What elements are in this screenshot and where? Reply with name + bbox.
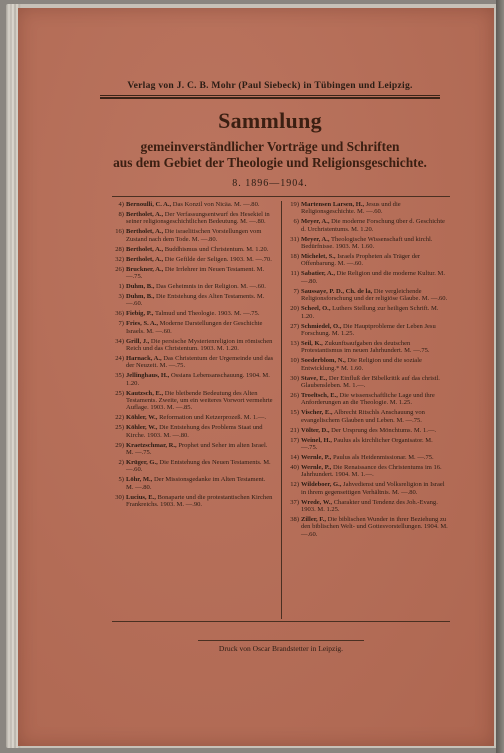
entry-title: Die israelitischen Vorstellungen vom Zustand nach dem Tode. M. —.80. xyxy=(126,228,262,243)
catalog-entry xyxy=(287,464,449,479)
entry-number: 21) xyxy=(290,426,299,434)
catalog-entry xyxy=(112,320,274,335)
entry-number: 30) xyxy=(290,374,299,382)
entry-author: Bertholet, A., xyxy=(126,210,164,218)
entry-number: 20) xyxy=(290,305,299,313)
entry-author: Sabatier, A., xyxy=(301,270,335,278)
entry-title: Charakter und Tendenz des Joh.-Evang. 1903. M. 1.25. xyxy=(301,498,438,514)
entry-number: 15) xyxy=(290,409,299,417)
catalog-entry xyxy=(112,459,274,474)
entry-author: Völter, D., xyxy=(301,426,330,434)
entry-title: Die Religion und die soziale Entwicklung.* M. 1.60. xyxy=(301,357,422,372)
entry-number: 5) xyxy=(118,476,124,484)
catalog-entry xyxy=(287,218,449,233)
entry-title: Der Verfassungsentwurf des Hesekiel in seiner religionsgeschichtlichen Bedeutung. M. —.80. xyxy=(126,210,270,226)
entry-number: 35) xyxy=(115,372,124,380)
catalog-entry xyxy=(287,375,449,390)
entry-title: Albrecht Ritschls Anschauung von evangelischem Glauben und Leben. M. —.75. xyxy=(301,409,425,424)
catalog-entry xyxy=(287,305,449,320)
entry-title: Die Entstehung des Neuen Testaments. M. —.60. xyxy=(126,459,271,474)
entry-number: 22) xyxy=(115,414,124,422)
catalog-entry xyxy=(287,288,449,303)
entry-title: Die wissenschaftliche Lage und ihre Anforderungen an die Theologie. M. 1.25. xyxy=(301,391,435,407)
entry-number: 3) xyxy=(118,292,124,300)
entry-author: Grill, J., xyxy=(126,337,150,345)
catalog-entry xyxy=(112,355,274,370)
series-subtitle: aus dem Gebiet der Theologie und Religionsgeschichte. xyxy=(113,155,427,170)
entry-title: Bonaparte und die protestantischen Kirchen Frankreichs. 1903. M. —.90. xyxy=(126,493,273,509)
catalog-entry xyxy=(287,481,449,496)
entry-title: Jesus und die Religionsgeschichte. M. —.60. xyxy=(301,201,401,216)
entry-title: Die moderne Forschung über d. Geschichte d. Urchristentums. M. 1.20. xyxy=(301,218,445,233)
divider xyxy=(100,95,440,96)
series-title: Sammlung xyxy=(218,108,322,133)
series-number-years: 8. 1896—1904. xyxy=(232,178,308,189)
entry-author: Bertholet, A., xyxy=(126,228,164,236)
entry-number: 6) xyxy=(293,218,299,226)
entry-number: 36) xyxy=(115,310,124,318)
entry-title: Die Renaissance des Christentums im 16. Jahrhundert. 1904. M. 1.—. xyxy=(301,463,442,479)
entry-title: Die Entstehung des Alten Testaments. M. —.60. xyxy=(126,292,265,308)
series-subtitle: gemeinverständlicher Vorträge und Schriften xyxy=(140,139,400,154)
entry-author: Troeltsch, E., xyxy=(301,391,338,399)
catalog-entry xyxy=(112,390,274,412)
entry-title: Die Entstehung des Problems Staat und Kirche. 1903. M. —.80. xyxy=(126,424,263,439)
entry-author: Duhm, B., xyxy=(126,292,155,300)
entry-author: Lucius, E., xyxy=(126,493,156,501)
catalog-entry xyxy=(112,338,274,353)
entry-author: Martensen Larsen, H., xyxy=(301,201,365,208)
entry-title: Jahvedienst und Volksreligion in Israel in ihrem gegenseitigen Verhältnis. M. —.80. xyxy=(301,481,445,496)
catalog-entry xyxy=(287,409,449,424)
entry-number: 7) xyxy=(118,320,124,328)
entry-title: Buddhismus und Christentum. M. 1.20. xyxy=(164,245,269,253)
catalog-entry xyxy=(287,392,449,407)
catalog-entry xyxy=(287,236,449,251)
entry-title: Das Konzil von Nicäa. M. —.80. xyxy=(172,201,260,208)
entry-author: Meyer, A., xyxy=(301,218,330,226)
entry-number: 25) xyxy=(115,389,124,397)
entry-title: Die Religion und die moderne Kultur. M. —.80. xyxy=(301,270,445,285)
catalog-entry xyxy=(112,494,274,509)
catalog-entry xyxy=(112,414,274,421)
entry-author: Harnack, A., xyxy=(126,354,162,362)
entry-number: 2) xyxy=(118,459,124,467)
entry-author: Vischer, E., xyxy=(301,409,333,417)
entry-number: 24) xyxy=(115,354,124,362)
catalog-entry xyxy=(112,442,274,457)
entry-number: 11) xyxy=(290,270,299,278)
entry-title: Paulus als Heidenmissionar. M. —.75. xyxy=(332,453,434,461)
entry-title: Der Missionsgedanke im Alten Testament. M. —.80. xyxy=(126,476,266,491)
entry-author: Köhler, W., xyxy=(126,424,158,432)
entry-title: Die bleibende Bedeutung des Alten Testaments. Zweite, um ein weiteres Vorwort vermehrte Auflage. 1903. M. —.85. xyxy=(126,389,273,412)
entry-title: Die Irrlehrer im Neuen Testament. M. —.75. xyxy=(126,265,265,280)
entry-title: Israels Propheten als Träger der Offenbarung. M. —.60. xyxy=(301,253,421,268)
entry-number: 38) xyxy=(290,516,299,524)
entry-author: Kautzsch, E., xyxy=(126,389,164,397)
entry-number: 40) xyxy=(290,463,299,471)
entry-number: 32) xyxy=(115,255,124,263)
entry-number: 27) xyxy=(290,322,299,330)
catalog-entry xyxy=(287,427,449,434)
entry-title: Die Gefilde der Seligen. 1903. M. —.70. xyxy=(164,255,272,263)
entry-title: Das Geheimnis in der Religion. M. —.60. xyxy=(156,282,266,290)
entry-author: Bertholet, A., xyxy=(126,255,164,263)
divider xyxy=(198,640,364,641)
entry-title: Die Hauptprobleme der Leben Jesu Forschung. M. 1.25. xyxy=(301,322,436,337)
entry-number: 4) xyxy=(118,201,124,208)
catalog-entry xyxy=(287,437,449,452)
entry-title: Luthers Stellung zur heiligen Schrift. M. 1.20. xyxy=(301,305,439,320)
entry-author: Krüger, G., xyxy=(126,459,158,467)
book-spine xyxy=(496,0,504,753)
column-divider xyxy=(281,201,282,619)
catalog-entry xyxy=(287,454,449,461)
catalog-entry xyxy=(287,253,449,268)
entry-author: Fries, S. A., xyxy=(126,320,159,328)
entry-number: 34) xyxy=(115,337,124,345)
entry-author: Kraetzschmar, R., xyxy=(126,441,177,449)
entry-title: Moderne Darstellungen der Geschichte Israels. M. —.60. xyxy=(126,320,263,335)
divider xyxy=(112,621,450,622)
entry-author: Ziller, F., xyxy=(301,516,326,524)
entry-title: Der Ursprung des Mönchtums. M. 1.—. xyxy=(331,426,437,434)
entry-number: 14) xyxy=(290,453,299,461)
entry-number: 13) xyxy=(290,339,299,347)
catalog-entry xyxy=(112,201,274,208)
entry-author: Bernoulli, C. A., xyxy=(126,201,172,208)
catalog-right-column xyxy=(287,201,449,541)
entry-author: Soederblom, N., xyxy=(301,357,346,365)
publisher-line: Verlag von J. C. B. Mohr (Paul Siebeck) in Tübingen und Leipzig. xyxy=(127,80,413,91)
entry-author: Köhler, W., xyxy=(126,414,158,422)
entry-number: 30) xyxy=(115,493,124,501)
entry-author: Wernle, P., xyxy=(301,453,332,461)
entry-author: Duhm, B., xyxy=(126,282,155,290)
entry-number: 16) xyxy=(115,228,124,236)
entry-number: 26) xyxy=(290,391,299,399)
entry-title: Theologische Wissenschaft und kirchl. Bedürfnisse. 1903. M. 1.60. xyxy=(301,235,433,251)
catalog-entry xyxy=(112,246,274,253)
entry-number: 37) xyxy=(290,498,299,506)
entry-title: Die persische Mysterienreligion im römischen Reich und das Christentum. 1903. M. 1.20. xyxy=(126,337,273,352)
entry-author: Wrede, W., xyxy=(301,498,333,506)
divider xyxy=(100,97,440,99)
entry-title: Reformation und Ketzerprozeß. M. 1.—. xyxy=(159,414,266,422)
catalog-entry xyxy=(112,476,274,491)
entry-title: Prophet und Seher im alten Israel. M. —.75. xyxy=(126,441,268,457)
catalog-entry xyxy=(112,424,274,439)
entry-author: Wernle, P., xyxy=(301,463,332,471)
catalog-entry xyxy=(112,372,274,387)
entry-number: 31) xyxy=(290,235,299,243)
catalog-entry xyxy=(112,256,274,263)
entry-number: 25) xyxy=(115,424,124,432)
entry-number: 1) xyxy=(118,282,124,290)
entry-author: Stave, E., xyxy=(301,374,328,382)
entry-author: Seil, K., xyxy=(301,339,323,347)
catalog-entry xyxy=(112,293,274,308)
entry-number: 29) xyxy=(115,441,124,449)
catalog-entry xyxy=(112,266,274,281)
catalog-entry xyxy=(287,357,449,372)
entry-title: Der Einfluß der Bibelkritik auf das christl. Glaubensleben. M. 1.—. xyxy=(301,374,440,389)
entry-author: Saussaye, P. D., Ch. de la, xyxy=(301,287,373,295)
printer-line: Druck von Oscar Brandstetter in Leipzig. xyxy=(218,644,344,653)
entry-author: Scheel, O., xyxy=(301,305,331,313)
entry-author: Jellinghaus, H., xyxy=(126,372,170,380)
entry-title: Die vergleichende Religionsforschung und der religiöse Glaube. M. —.60. xyxy=(301,287,448,303)
entry-number: 26) xyxy=(115,265,124,273)
catalog-entry xyxy=(287,499,449,514)
catalog-entry xyxy=(112,228,274,243)
entry-title: Paulus als kirchlicher Organisator. M. —.75. xyxy=(301,436,433,452)
entry-author: Weinel, H., xyxy=(301,436,332,444)
catalog-entry xyxy=(287,323,449,338)
entry-number: 10) xyxy=(290,357,299,365)
catalog-entry xyxy=(287,340,449,355)
entry-author: Bruckner, A., xyxy=(126,265,164,273)
entry-title: Ossians Lebensanschauung. 1904. M. 1.20. xyxy=(126,372,270,387)
entry-title: Das Christentum der Urgemeinde und das der Neuzeit. M. —.75. xyxy=(126,354,274,370)
entry-author: Michelet, S., xyxy=(301,253,336,261)
catalog-entry xyxy=(112,283,274,290)
catalog-entry xyxy=(287,270,449,285)
entry-number: 18) xyxy=(290,253,299,261)
entry-title: Die biblischen Wunder in ihrer Beziehung zu den biblischen Welt- und Gottesvorstellungen. 1904. M. —.60. xyxy=(301,516,448,538)
entry-author: Fiebig, P., xyxy=(126,310,154,318)
catalog-entry xyxy=(112,211,274,226)
catalog-entry xyxy=(112,310,274,317)
entry-title: Talmud und Theologie. 1903. M. —.75. xyxy=(154,310,260,318)
catalog-left-column xyxy=(112,201,274,511)
entry-author: Schmiedel, O., xyxy=(301,322,342,330)
catalog-entry xyxy=(287,516,449,538)
entry-author: Löhr, M., xyxy=(126,476,153,484)
entry-number: 19) xyxy=(290,201,299,208)
entry-author: Bertholet, A., xyxy=(126,245,164,253)
entry-number: 7) xyxy=(293,287,299,295)
catalog-entry xyxy=(287,201,449,216)
entry-title: Zukunftsaufgaben des deutschen Protestantismus im neuen Jahrhundert. M. —.75. xyxy=(301,339,430,355)
entry-number: 12) xyxy=(290,481,299,489)
entry-number: 17) xyxy=(290,436,299,444)
entry-number: 8) xyxy=(118,210,124,218)
entry-author: Wildeboer, G., xyxy=(301,481,342,489)
entry-number: 28) xyxy=(115,245,124,253)
entry-author: Meyer, A., xyxy=(301,235,330,243)
divider xyxy=(112,196,450,197)
